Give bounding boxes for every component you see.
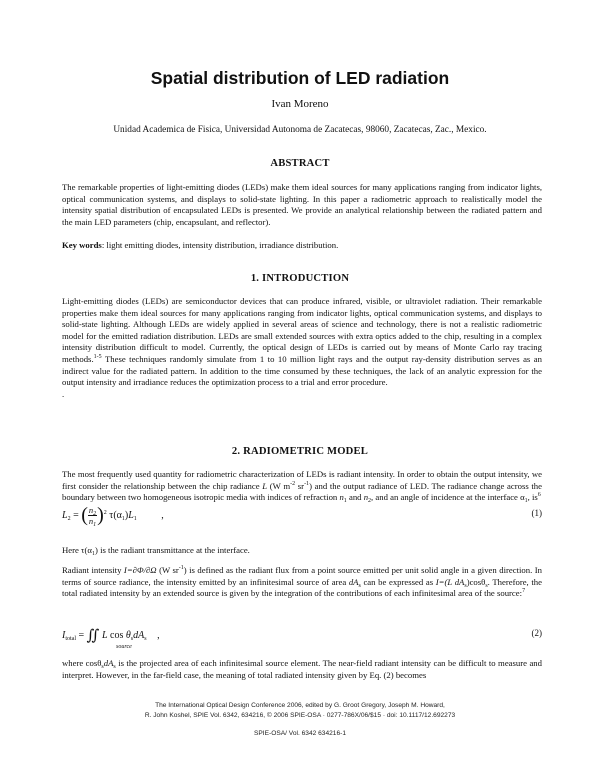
equation-2: $I_{total}$ = ∬ L $\cos \theta_sdA_s$ , source (2) [62,628,542,650]
citation-ref: 6 [537,492,541,499]
author-name: Ivan Moreno [271,98,329,110]
author-affiliation: Unidad Academica de Fisica, Universidad Autonoma de Zacatecas, 98060, Zacatecas, Zac., Mexico. [113,125,487,135]
footer-citation-line-2: R. John Koshel, SPIE Vol. 6342, 634216, © 2006 SPIE-OSA · 0277-786X/06/$15 · doi: 10.1117/12.692273 [144,712,456,719]
footer-citation-line-1: The International Optical Design Conference 2006, edited by G. Groot Gregory, Joseph M. Howard, [155,702,445,709]
radiometric-model-heading: 2. RADIOMETRIC MODEL [231,446,369,457]
paper-title: Spatial distribution of LED radiation [150,68,450,88]
refractive-index-ratio: $\frac{n_2}{n_1}$ [88,505,97,528]
stray-dot: . [62,388,65,399]
abstract-body: The remarkable properties of light-emitting diodes (LEDs) make them ideal sources for many applications ranging from indicator lights, optical communication systems, and displays to solid-state lighting. In this paper a radiometric approach to realistically model the intensity spatial distribution of encapsulated LEDs is presented. We provide an analytical relationship between the radiated pattern and the main LED parameters (chip, encapsulant, and reflector). [62,182,542,227]
introduction-heading: 1. INTRODUCTION [250,273,350,284]
page-number: SPIE-OSA/ Vol. 6342 634216-1 [253,730,346,737]
integral-domain: source [116,644,132,650]
keywords-line [62,240,542,252]
abstract-text [62,182,542,228]
radiometric-paragraph-4: where $\cos\theta_sdA_s$ is the projected area of each infinitesimal source element. The near-field radiant intensity can be difficult to measure and interpret. However, in the far-field case, the meaning of total radiated intensity given by Eq. (2) becomes [62,658,542,680]
equation-1: $L_2$ = ( $\frac{n_2}{n_1}$ )$^2$ $\tau(\alpha_1)L_1$ , (1) [62,504,542,528]
keywords-text: : light emitting diodes, intensity distribution, irradiance distribution. [101,240,339,250]
equation-number: (1) [531,508,542,518]
double-integral-symbol: ∬ [86,628,100,644]
radiometric-paragraph-1: The most frequently used quantity for radiometric characterization of LEDs is radiant intensity. In order to obtain the output intensity, we first consider the relationship between the chip radiance L (W $m^{-2}$ $sr^{-1}$) and the output radiance of LED. The radiance change across the boundary between two homogeneous isotropic media with indices of refraction $n_1$ and $n_2$, and an angle of incidence at the interface $\alpha_1$, $is^6$ [62,469,542,505]
citation-ref: 7 [522,588,526,595]
equation-number: (2) [531,628,542,638]
abstract-heading: ABSTRACT [270,158,330,169]
radiometric-paragraph-2: Here $\tau(\alpha_1)$ is the radiant transmittance at the interface. [62,545,250,557]
citation-ref: 1-5 [93,353,102,360]
keywords-label: Key words [62,240,102,250]
introduction-text: Light-emitting diodes (LEDs) are semiconductor devices that can produce infrared, visible, or ultraviolet radiation. Their remarkable properties make them ideal sources for many applications ranging from indicator lights, optical communication systems, and displays to solid-state lighting. Although LEDs are widely applied in several areas of science and technology, there is not a realistic radiometric model for the emitted radiation distribution. LEDs are small extended sources with extra optics added to the chip, resulting in a complex intensity distribution difficult to model. Currently, the optical design of LEDs is carried out by means of Monte Carlo ray tracing methods.$^{1-5}$ These techniques randomly simulate from 1 to 10 million light rays and the output ray-density distribution serves as an indirect value for the radiated pattern. In addition to the time consumed by these techniques, the lack of an analytic expression for the output intensity and irradiance reduces the optimization process to a trial and error procedure. . [62,296,542,399]
radiometric-paragraph-3: Radiant intensity I=∂Φ/∂Ω (W $sr^{-1}$) is defined as the radiant flux from a point source emitted per unit solid angle in a given direction. In terms of source radiance, the intensity emitted by an infinitesimal source of area $dA_s$ can be expressed as I=(L $dA_s)\cos\theta_s$. Therefore, the total radiated intensity by an extended source is given by the integration of the contributions of each infinitesimal area of the source:$^7$ [62,565,542,599]
